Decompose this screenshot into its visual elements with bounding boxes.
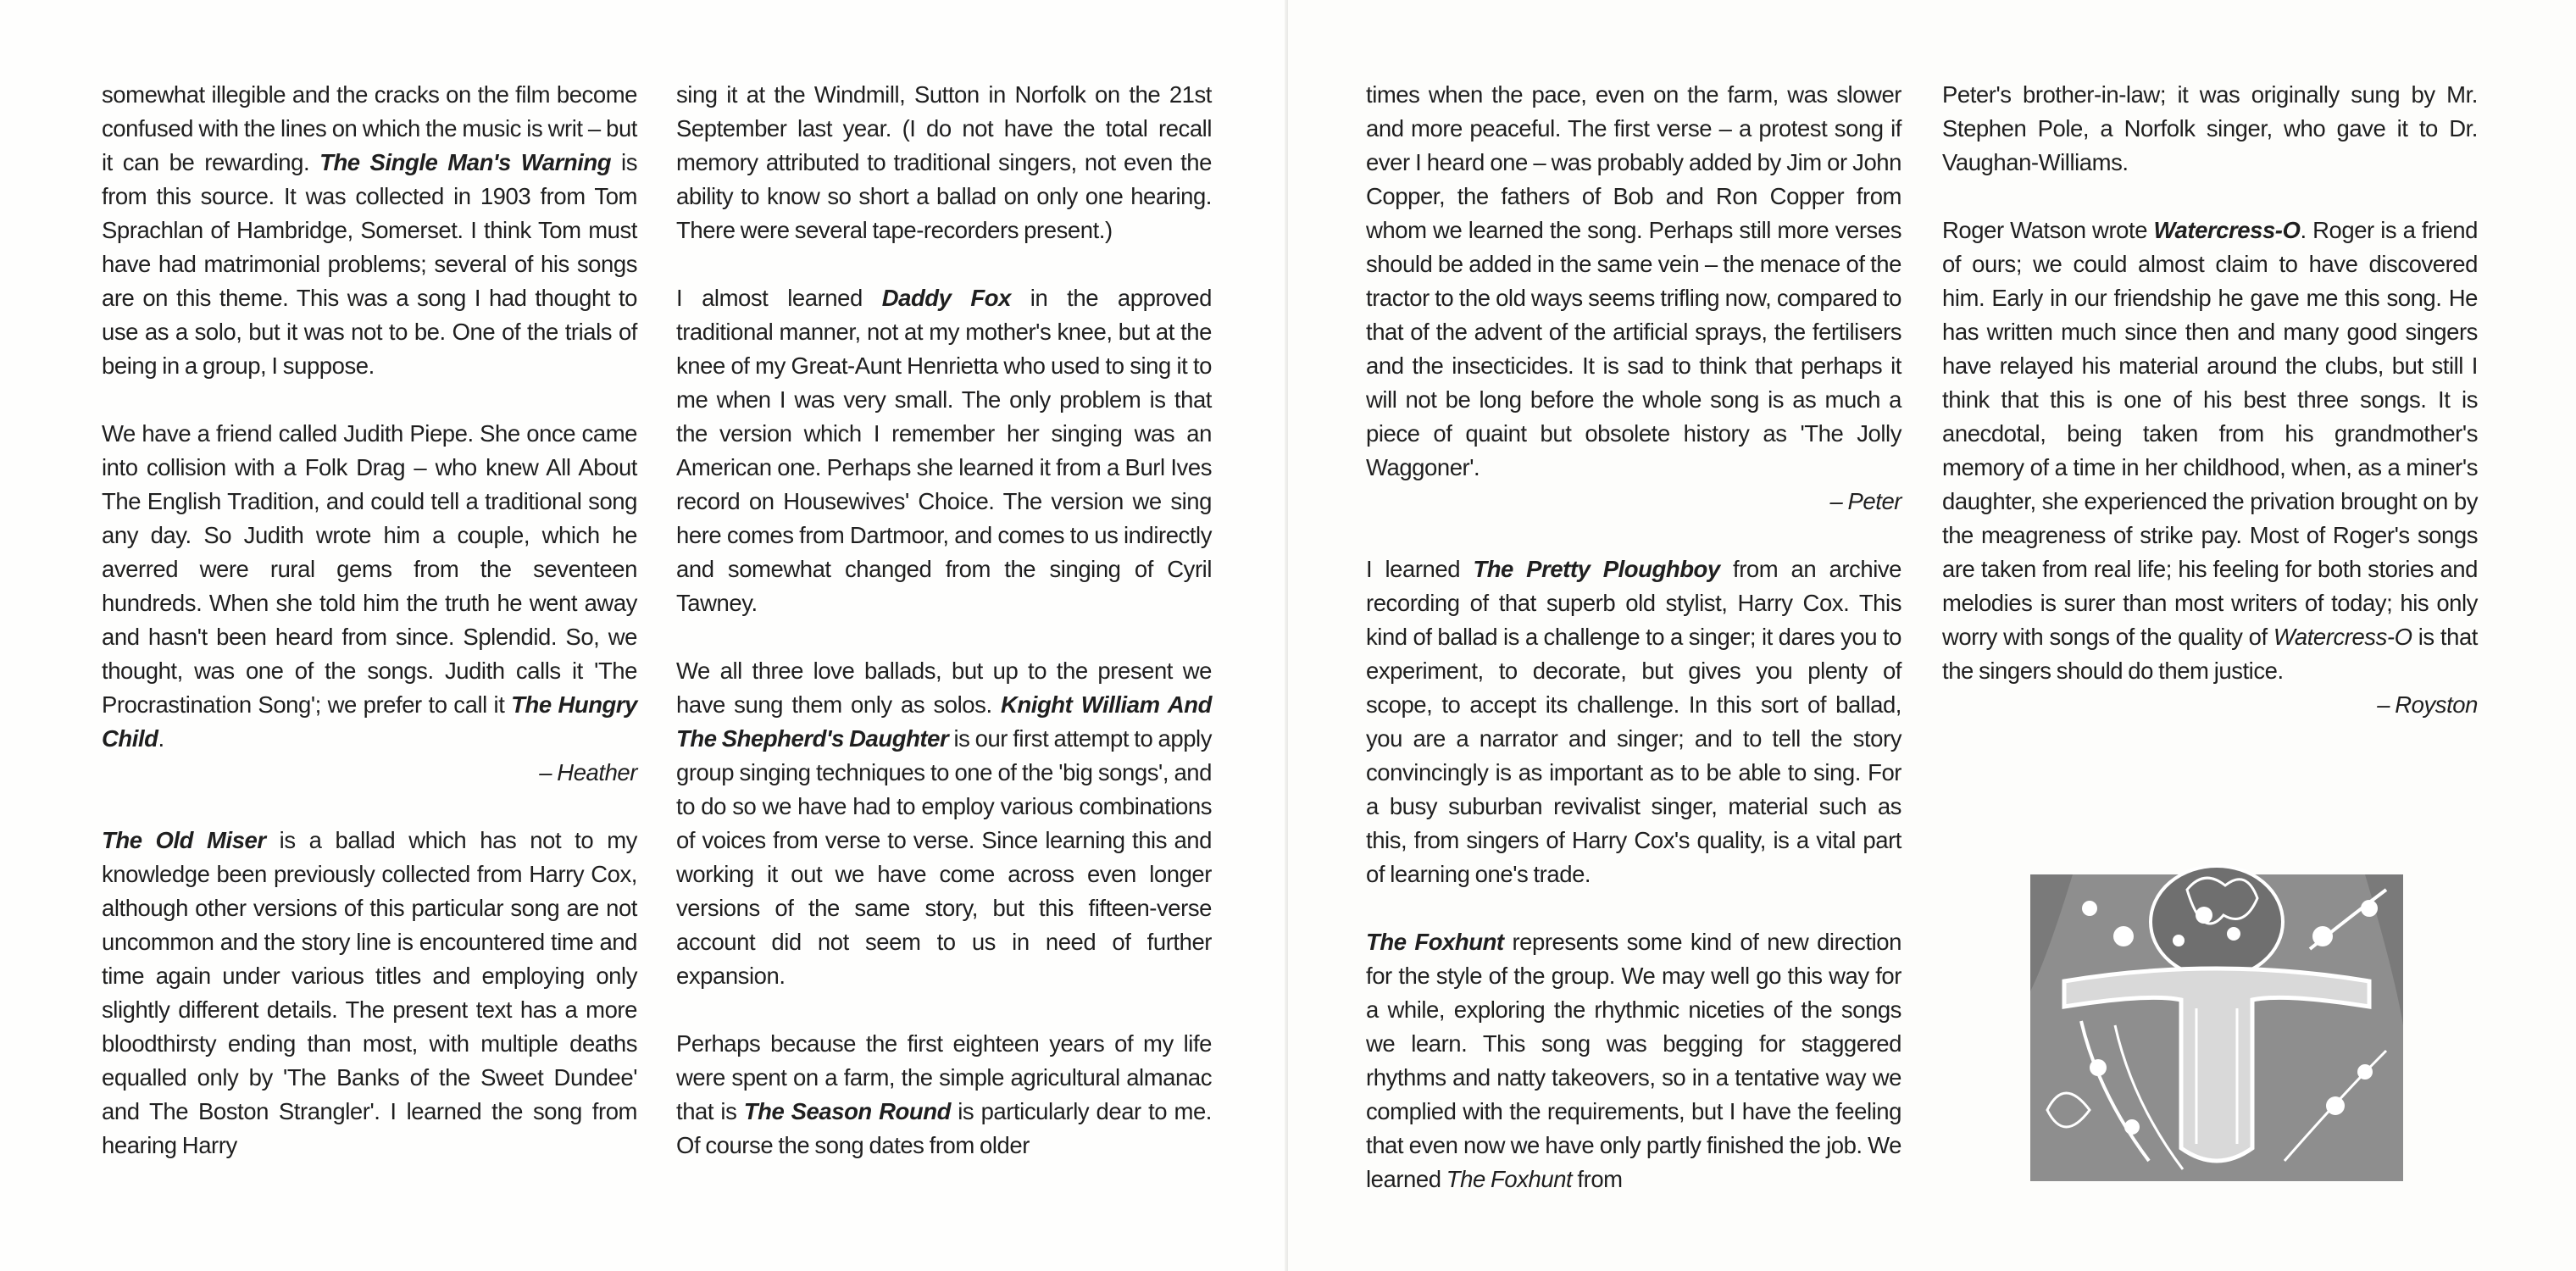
song-title: Daddy Fox (881, 285, 1011, 311)
song-title: The Old Miser (102, 827, 266, 853)
song-title: The Single Man's Warning (319, 149, 612, 175)
paragraph: Roger Watson wrote Watercress-O. Roger is a friend of ours; we could almost claim to have discovered him. Early in our friendship he gave me this song. He has written much since then and many good singers have relayed his material around the clubs, but still I think that this is one of his best three songs. It is anecdotal, being taken from his grandmother's memory of a time in her childhood, when, as a miner's daughter, she experienced the privation brought on by the meagreness of strike pay. Most of Roger's songs are taken from real life; his feeling for both stories and melodies is surer than most writers of today; his only worry with songs of the quality of Watercress-O is that the singers should do them justice. (1942, 217, 2478, 684)
paragraph: The Foxhunt represents some kind of new direction for the style of the group. We may well go this way for a while, exploring the rhythmic niceties of the songs we learn. This song was begging for staggered rhythms and natty takeovers, so in a tentative way we complied with the requirements, but I have the feeling that even now we have only partly finished the job. We learned The Foxhunt from (1366, 929, 1901, 1192)
signature-royston: – Royston (2377, 691, 2478, 718)
paragraph: somewhat illegible and the cracks on the film become confused with the lines on which the music is writ – but it can be rewarding. The Single Man's Warning is from this source. It was collected in 1903 from Tom Sprachlan of Hambridge, Somerset. I think Tom must have had matrimonial problems; several of his songs are on this theme. This was a song I had thought to use as a solo, but it was not to be. One of the trials of being in a group, I suppose. (102, 81, 637, 379)
song-title-italic: The Foxhunt (1446, 1166, 1573, 1192)
song-title: The Foxhunt (1366, 929, 1504, 955)
song-title: The Pretty Ploughboy (1473, 556, 1720, 582)
song-title: The Season Round (743, 1098, 951, 1124)
paragraph: Perhaps because the first eighteen years of my life were spent on a farm, the simple agricultural almanac that is The Season Round is particularly dear to me. Of course the song dates from older (676, 1030, 1212, 1158)
column-3 (1366, 78, 1901, 1196)
column-4 (1942, 78, 2478, 722)
column-1 (102, 78, 637, 1163)
paragraph: The Old Miser is a ballad which has not to my knowledge been previously collected from Harry Cox, although other versions of this particular song are not uncommon and the story line is encountered time and time again under various titles and employing only slightly different details. The present text has a more bloodthirsty ending than most, with multiple deaths equalled only by 'The Banks of the Sweet Dundee' and The Boston Strangler'. I learned the song from hearing Harry (102, 827, 637, 1158)
decorated-initial-letter-t-icon (2030, 856, 2403, 1181)
paragraph: I learned The Pretty Ploughboy from an archive recording of that superb old stylist, Harry Cox. This kind of ballad is a challenge to a singer; it dares you to experiment, to decorate, but gives you plenty of scope, to accept its challenge. In this sort of ballad, you are a narrator and singer; and to tell the story convincingly is as important as to be able to sing. For a busy suburban revivalist singer, material such as this, from singers of Harry Cox's quality, is a vital part of learning one's trade. (1366, 556, 1901, 887)
column-2 (676, 78, 1212, 1163)
signature-peter: – Peter (1829, 488, 1901, 514)
song-title-italic: Watercress-O (2273, 624, 2412, 650)
song-title: Watercress-O (2153, 217, 2301, 243)
paragraph: We all three love ballads, but up to the present we have sung them only as solos. Knight William And The Shepherd's Daughter is our first attempt to apply group singing techniques to one of the 'big songs', and to do so we have had to employ various combinations of voices from verse to verse. Since learning this and working it out we have come across even longer versions of the same story, but this fifteen-verse account did not seem to us in need of further expansion. (676, 658, 1212, 989)
paragraph: I almost learned Daddy Fox in the approved traditional manner, not at my mother's knee, but at the knee of my Great-Aunt Henrietta who used to sing it to me when I was very small. The only problem is that the version which I remember her singing was an American one. Perhaps she learned it from a Burl Ives record on Housewives' Choice. The version we sing here comes from Dartmoor, and comes to us indirectly and somewhat changed from the singing of Cyril Tawney. (676, 285, 1212, 616)
paragraph: We have a friend called Judith Piepe. She once came into collision with a Folk Drag – who knew All About The English Tradition, and could tell a traditional song any day. So Judith wrote him a couple, which he averred were rural gems from the seventeen hundreds. When she told him the truth he went away and hasn't been heard from since. Splendid. So, we thought, was one of the songs. Judith calls it 'The Procrastination Song'; we prefer to call it The Hungry Child. (102, 420, 637, 752)
song-title: Knight William And The Shepherd's Daughter (676, 691, 1212, 752)
paragraph: sing it at the Windmill, Sutton in Norfolk on the 21st September last year. (I do not have the total recall memory attributed to traditional singers, not even the ability to know so short a ballad on only one hearing. There were several tape-recorders present.) (676, 81, 1212, 243)
signature-heather: – Heather (539, 759, 637, 785)
song-title: The Hungry Child (102, 691, 637, 752)
paragraph: Peter's brother-in-law; it was originally sung by Mr. Stephen Pole, a Norfolk singer, who gave it to Dr. Vaughan-Williams. (1942, 81, 2478, 175)
paragraph: times when the pace, even on the farm, was slower and more peaceful. The first verse – a protest song if ever I heard one – was probably added by Jim or John Copper, the fathers of Bob and Ron Copper from whom we learned the song. Perhaps still more verses should be added in the same vein – the menace of the tractor to the old ways seems trifling now, compared to that of the advent of the artificial sprays, the fertilisers and the insecticides. It is sad to think that perhaps it will not be long before the whole song is as much a piece of quaint but obsolete history as 'The Jolly Waggoner'. (1366, 81, 1901, 480)
